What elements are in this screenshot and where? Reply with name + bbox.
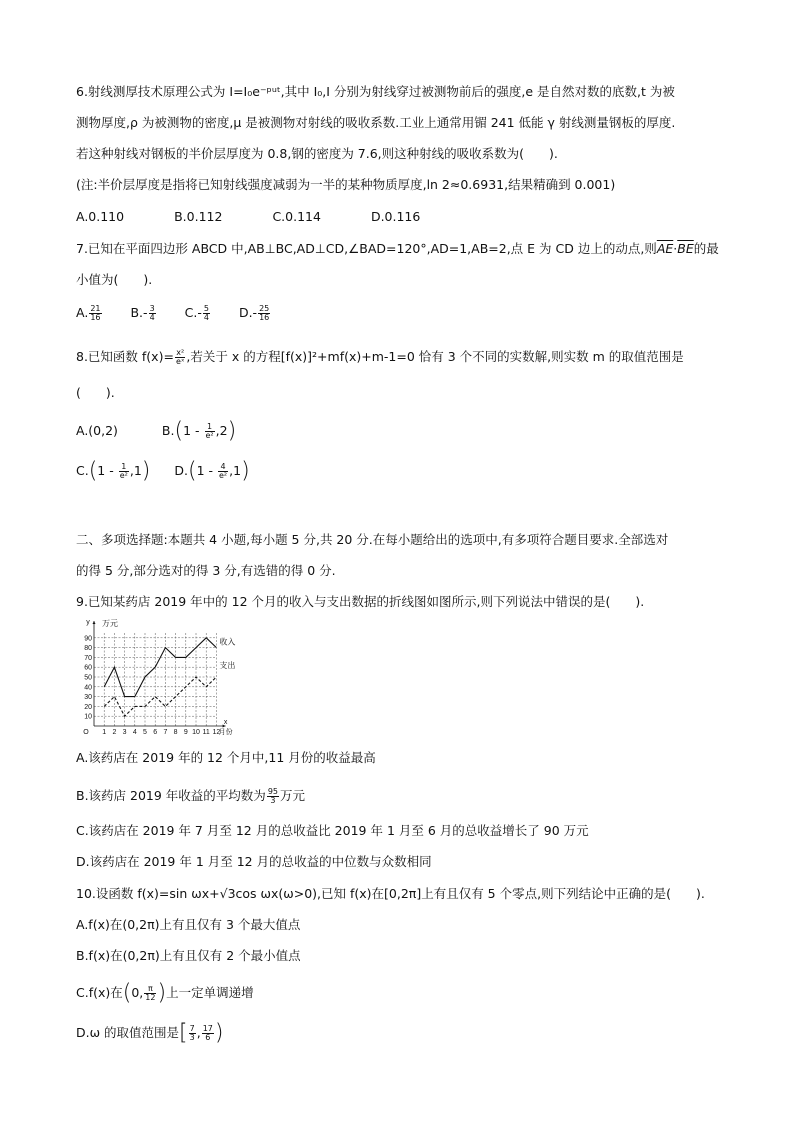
- q8-options-cd: [76, 458, 250, 484]
- section2-line2: 的得 5 分,部分选对的得 3 分,有选错的得 0 分.: [76, 563, 336, 578]
- q8-prefix: 8.已知函数 f(x)=: [76, 349, 174, 364]
- q10-option-c: C.f(x)在(0, $\frac{\pi}{12}$ )上一定单调递增: [76, 980, 254, 1006]
- x-tick-label: 10: [192, 729, 200, 736]
- x-tick-label: 6: [153, 729, 158, 736]
- y-tick-label: 30: [84, 694, 92, 702]
- q6-option-a: A.0.110: [76, 209, 125, 224]
- q9-option-c: C.该药店在 2019 年 7 月至 12 月的总收益比 2019 年 1 月至 6 月的总收益增长了 90 万元: [76, 823, 589, 838]
- x-tick-label: 9: [183, 729, 188, 736]
- x-axis-letter: x: [223, 719, 228, 726]
- y-axis-label: 万元: [102, 619, 118, 628]
- x-tick-label: 12: [212, 729, 221, 736]
- x-axis-label: 月份: [218, 729, 233, 736]
- q8-line2: ( ).: [76, 385, 115, 400]
- y-tick-label: 20: [84, 703, 92, 711]
- q7-vector-ae: $\overline{AE}$: [656, 241, 674, 256]
- q8-option-a: A.(0,2): [76, 423, 118, 438]
- series-label-income: 收入: [219, 637, 236, 647]
- q8-options-ab: [76, 418, 237, 444]
- q7-option-a: A. $\frac{21}{16}$: [76, 304, 101, 322]
- y-tick-label: 80: [84, 645, 92, 653]
- q9-stem: 9.已知某药店 2019 年中的 12 个月的收入与支出数据的折线图如图所示,则下列说法中错误的是( ).: [76, 594, 645, 609]
- q7-option-d: D.- $\frac{25}{16}$: [238, 304, 270, 322]
- q7-line2: 小值为( ).: [76, 272, 153, 287]
- q8-option-b: B.(1 - $\frac{1}{\text{e²}}$ ,2): [161, 418, 237, 444]
- q10-option-d: D.ω 的取值范围是[ $\frac{7}{3}$ , $\frac{17}{6}$ ): [76, 1020, 224, 1046]
- x-tick-label: 2: [112, 729, 117, 736]
- q9-option-a: A.该药店在 2019 年的 12 个月中,11 月份的收益最高: [76, 750, 376, 765]
- y-axis-arrow: [93, 621, 96, 624]
- q6-note: (注:半价层厚度是指将已知射线强度减弱为一半的某种物质厚度,ln 2≈0.6931,结果精确到 0.001): [76, 177, 616, 192]
- x-tick-label: 7: [163, 729, 168, 736]
- q10-stem: 10.设函数 f(x)=sin ωx+√3cos ωx(ω>0),已知 f(x)在[0,2π]上有且仅有 5 个零点,则下列结论中正确的是( ).: [76, 886, 705, 901]
- x-tick-label: 1: [102, 729, 107, 736]
- q7-stem: 7.已知在平面四边形 ABCD 中,AB⊥BC,AD⊥CD,∠BAD=120°,AD=1,AB=2,点 E 为 CD 边上的动点,则: [76, 241, 657, 256]
- q7-dot: ·: [673, 241, 678, 256]
- y-tick-label: 40: [84, 684, 92, 692]
- x-tick-label: 4: [132, 729, 137, 736]
- x-tick-label: 8: [173, 729, 178, 736]
- y-tick-label: 50: [84, 674, 92, 682]
- q8-option-c: C.(1 - $\frac{1}{\text{e²}}$ ,1): [76, 458, 151, 484]
- q6-options: [76, 209, 420, 225]
- x-tick-label: 11: [202, 729, 210, 736]
- q6-option-c: C.0.114: [272, 209, 321, 224]
- q6-line2: 测物厚度,ρ 为被测物的密度,μ 是被测物对射线的吸收系数.工业上通常用镅 241 低能 γ 射线测量钢板的厚度.: [76, 115, 676, 130]
- q8-option-d: D.(1 - $\frac{4}{\text{e²}}$ ,1): [174, 458, 250, 484]
- q7-vector-be: $\overline{BE}$: [677, 241, 694, 256]
- q8-line1: 8.已知函数 f(x)= $\frac{\text{x²}}{\text{eˣ}}$ ,若关于 x 的方程[f(x)]²+mf(x)+m-1=0 恰有 3 个不同的实数解,则实数 m 的取值范围是: [76, 348, 684, 366]
- section2-line1: 二、多项选择题:本题共 4 小题,每小题 5 分,共 20 分.在每小题给出的选项中,有多项符合题目要求.全部选对: [76, 532, 669, 547]
- q6-option-d: D.0.116: [370, 209, 421, 224]
- q9-option-b: B.该药店 2019 年收益的平均数为 $\frac{95}{3}$ 万元: [76, 787, 306, 805]
- x-tick-label: 3: [122, 729, 127, 736]
- origin-label: O: [83, 729, 89, 736]
- q10-option-b: B.f(x)在(0,2π)上有且仅有 2 个最小值点: [76, 948, 301, 963]
- q6-line3: 若这种射线对钢板的半价层厚度为 0.8,钢的密度为 7.6,则这种射线的吸收系数为( ).: [76, 146, 558, 161]
- series-label-expense: 支出: [219, 661, 236, 670]
- q7-option-c: C.- $\frac{5}{4}$: [184, 304, 209, 322]
- y-tick-label: 10: [84, 713, 92, 721]
- q7-options: [76, 305, 271, 322]
- q9-line-chart: [74, 618, 244, 740]
- q6-option-b: B.0.112: [174, 209, 223, 224]
- q8-stem: ,若关于 x 的方程[f(x)]²+mf(x)+m-1=0 恰有 3 个不同的实数解,则实数 m 的取值范围是: [186, 349, 684, 364]
- q7-stem-end: 的最: [693, 241, 719, 256]
- q7-option-b: B.- $\frac{3}{4}$: [130, 304, 155, 322]
- y-tick-label: 70: [84, 654, 92, 662]
- q9-option-d: D.该药店在 2019 年 1 月至 12 月的总收益的中位数与众数相同: [76, 854, 432, 869]
- y-tick-label: 60: [84, 664, 92, 672]
- x-tick-label: 5: [143, 729, 147, 736]
- y-tick-label: 90: [84, 635, 92, 643]
- q7-line1: [76, 241, 719, 257]
- y-axis-letter: y: [86, 619, 90, 626]
- q10-option-a: A.f(x)在(0,2π)上有且仅有 3 个最大值点: [76, 917, 301, 932]
- q6-line1: 6.射线测厚技术原理公式为 I=I₀e⁻ᵖᵘᵗ,其中 I₀,I 分别为射线穿过被测物前后的强度,e 是自然对数的底数,t 为被: [76, 84, 675, 99]
